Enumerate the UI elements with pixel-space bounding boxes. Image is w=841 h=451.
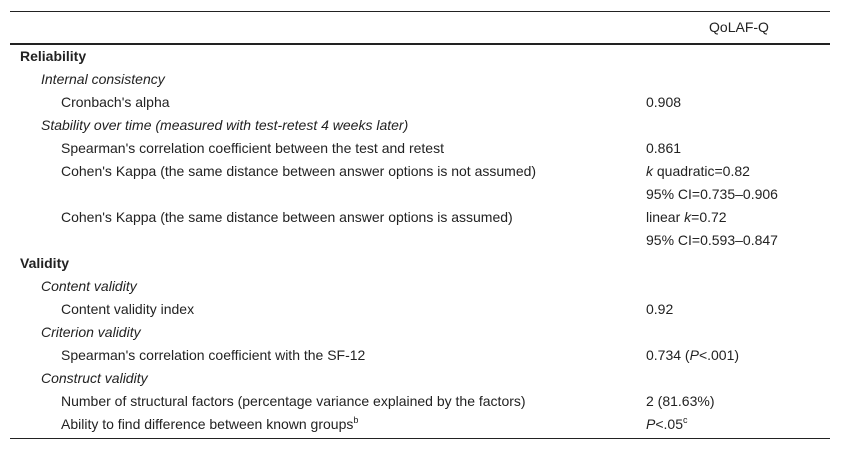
kappa-symbol: k xyxy=(646,163,653,179)
subsection-title: Criterion validity xyxy=(41,324,141,340)
row-value: 0.861 xyxy=(646,140,682,156)
row-value-ci: 95% CI=0.593–0.847 xyxy=(646,232,778,248)
kappa-value: =0.72 xyxy=(691,209,727,225)
subsection-title: Stability over time (measured with test-retest 4 weeks later) xyxy=(41,117,409,133)
kappa-value: quadratic=0.82 xyxy=(653,163,750,179)
header-rule xyxy=(10,43,830,45)
p-symbol: P xyxy=(646,416,656,432)
subsection-title: Content validity xyxy=(41,278,137,294)
bottom-rule xyxy=(10,438,830,439)
value-pre: 0.734 ( xyxy=(646,347,690,363)
column-header-qolaf-q: QoLAF-Q xyxy=(709,19,769,35)
subsection-title: Internal consistency xyxy=(41,71,165,87)
p-symbol: P xyxy=(689,347,699,363)
row-value-ci: 95% CI=0.735–0.906 xyxy=(646,186,778,202)
row-label xyxy=(61,413,358,436)
footnote-marker: c xyxy=(682,415,688,425)
row-value: 0.908 xyxy=(646,94,682,110)
row-value xyxy=(646,160,750,183)
row-label: Content validity index xyxy=(61,301,195,317)
section-title: Validity xyxy=(20,255,70,271)
row-value: 0.92 xyxy=(646,301,674,317)
row-label: Spearman's correlation coefficient between the test and retest xyxy=(61,140,444,156)
row-label: Cohen's Kappa (the same distance between answer options is not assumed) xyxy=(61,163,537,179)
value-text: <.05 xyxy=(655,416,683,432)
row-value xyxy=(646,344,739,367)
row-label: Spearman's correlation coefficient with the SF-12 xyxy=(61,347,366,363)
row-label: Cohen's Kappa (the same distance between answer options is assumed) xyxy=(61,209,513,225)
subsection-title: Construct validity xyxy=(41,370,148,386)
table-header xyxy=(10,11,830,44)
value-post: <.001) xyxy=(698,347,740,363)
kappa-symbol: k xyxy=(684,209,692,225)
row-label-text: Ability to find difference between known groups xyxy=(61,416,354,432)
footnote-marker: b xyxy=(353,415,359,425)
row-value xyxy=(646,413,687,436)
row-value: 2 (81.63%) xyxy=(646,393,715,409)
row-value xyxy=(646,206,727,229)
row-label: Number of structural factors (percentage variance explained by the factors) xyxy=(61,393,526,409)
section-title: Reliability xyxy=(20,48,87,64)
kappa-prefix: linear xyxy=(646,209,685,225)
row-label: Cronbach's alpha xyxy=(61,94,170,110)
